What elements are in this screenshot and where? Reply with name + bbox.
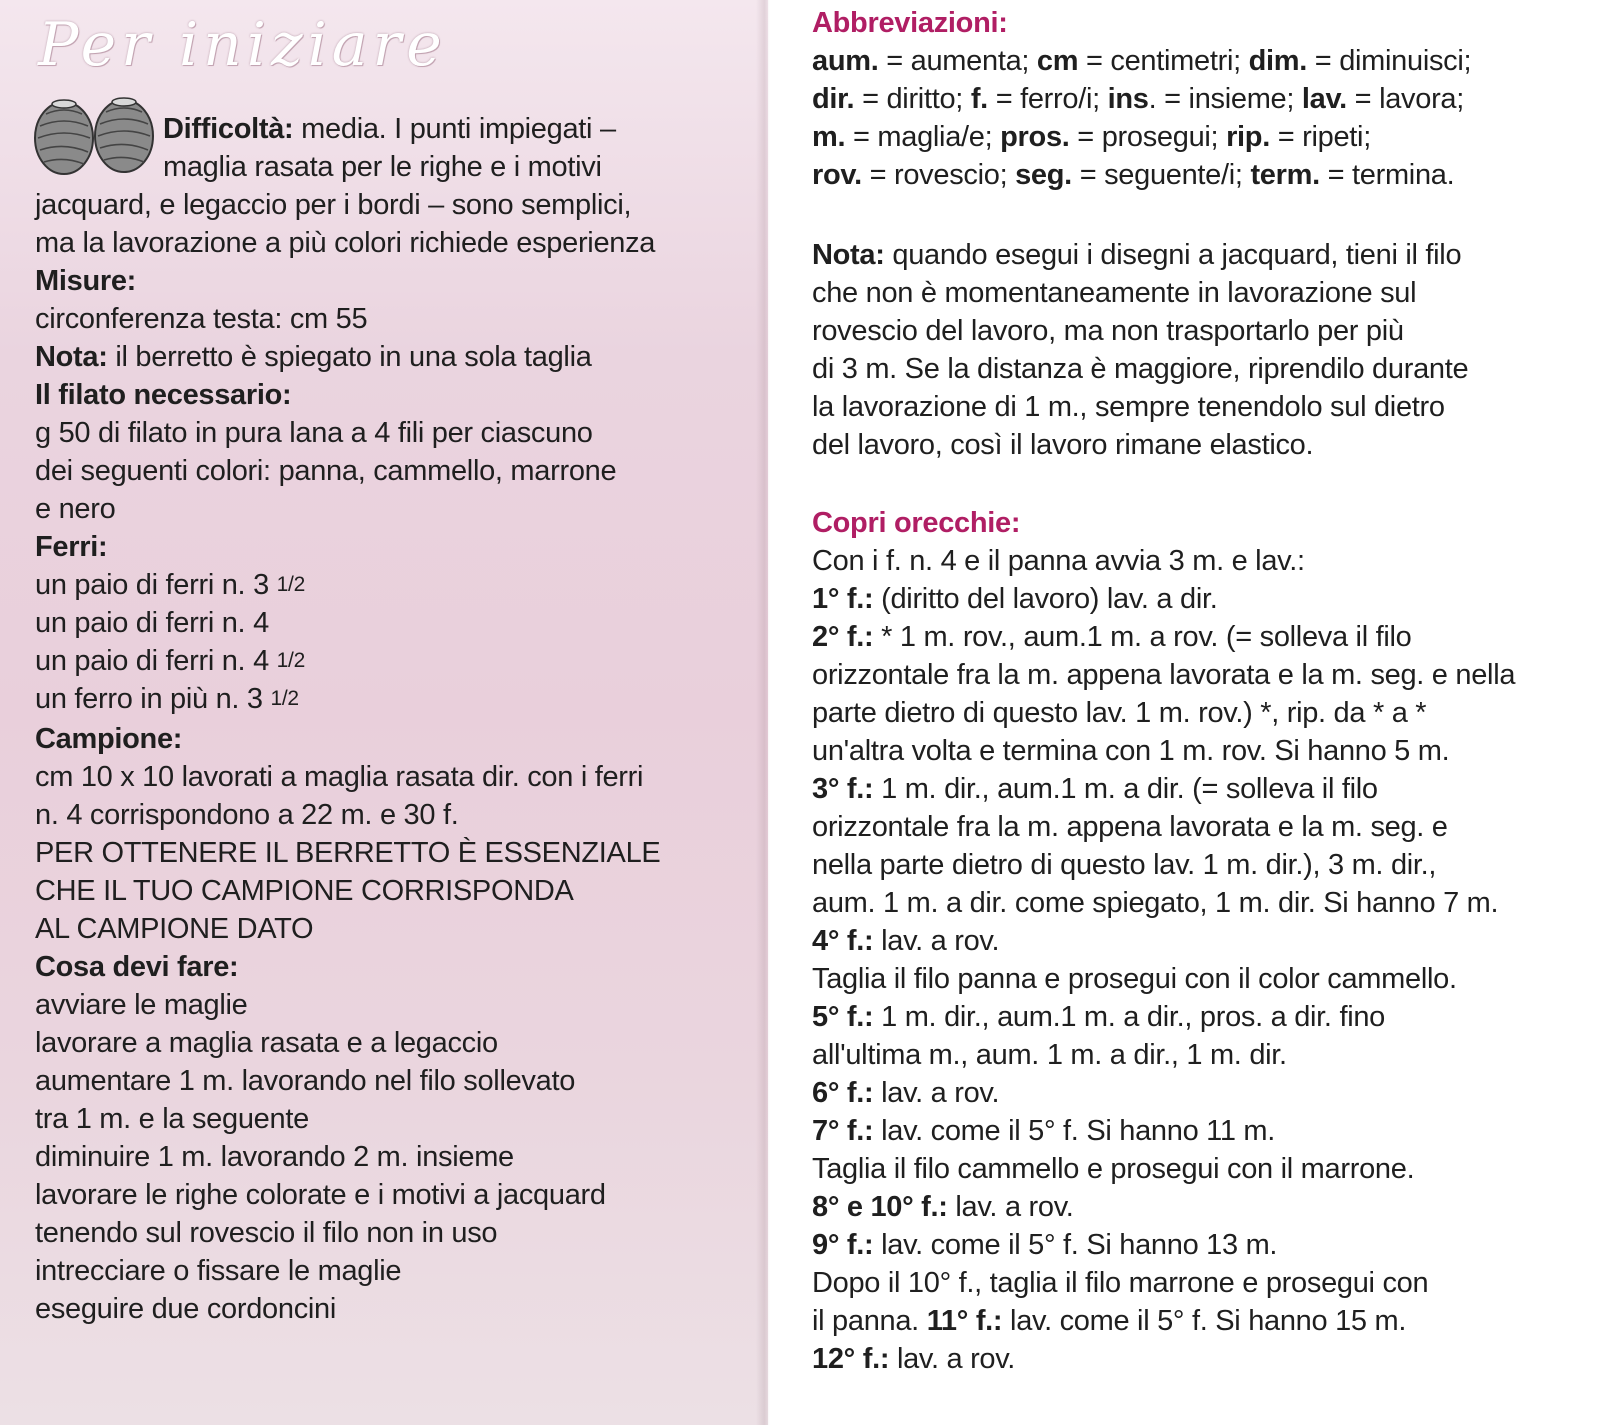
abbr-term: lav. — [1301, 83, 1347, 115]
row-2-cont-1: orizzontale fra la m. appena lavorata e la m. seg. e nella — [812, 659, 1516, 691]
campione-text-1: cm 10 x 10 lavorati a maglia rasata dir. con i ferri — [35, 761, 644, 793]
ferri-text-4: un ferro in più n. 3 — [35, 683, 271, 715]
row-label: 5° f.: — [812, 1001, 874, 1033]
ferri-fraction-4: 1/2 — [270, 687, 299, 710]
row-label: 8° e 10° f.: — [812, 1191, 948, 1223]
nota-jacquard-text: quando esegui i disegni a jacquard, tieni il filo — [884, 239, 1462, 271]
cosa-text-5: diminuire 1 m. lavorando 2 m. insieme — [35, 1141, 514, 1173]
cut-cammello: Taglia il filo cammello e prosegui con il marrone. — [812, 1153, 1415, 1185]
abbr-def: = maglia/e; — [845, 121, 1001, 153]
abbr-def: = ferro/i; — [987, 83, 1108, 115]
campione-text-2: n. 4 corrispondono a 22 m. e 30 f. — [35, 799, 459, 831]
abbr-term: cm — [1036, 45, 1079, 77]
row-text: 1 m. dir., aum.1 m. a dir., pros. a dir. fino — [873, 1001, 1386, 1033]
ferri-fraction-1: 1/2 — [276, 573, 305, 596]
abbr-term: rov. — [812, 159, 862, 191]
ferri-line-4 — [35, 680, 299, 718]
filato-text-1: g 50 di filato in pura lana a 4 fili per ciascuno — [35, 417, 593, 449]
row-text: lav. a rov. — [947, 1191, 1074, 1223]
difficulty-label: Difficoltà: — [163, 113, 294, 145]
row-label: 3° f.: — [812, 773, 874, 805]
row-4 — [812, 922, 999, 960]
cosa-text-2: lavorare a maglia rasata e a legaccio — [35, 1027, 498, 1059]
filato-text-2: dei seguenti colori: panna, cammello, marrone — [35, 455, 617, 487]
abbr-def: = diminuisci; — [1307, 45, 1472, 77]
ferri-line-3 — [35, 642, 305, 680]
abbr-def: . = insieme; — [1148, 83, 1302, 115]
abbr-def: = aumenta; — [878, 45, 1037, 77]
abbr-line-3 — [812, 118, 1371, 156]
cosa-text-9: eseguire due cordoncini — [35, 1293, 337, 1325]
abbr-line-4 — [812, 156, 1454, 194]
row-3-cont-1: orizzontale fra la m. appena lavorata e la m. seg. e — [812, 811, 1448, 843]
after-row-10: Dopo il 10° f., taglia il filo marrone e prosegui con — [812, 1267, 1429, 1299]
abbr-term: aum. — [812, 45, 879, 77]
row-8-10 — [812, 1188, 1074, 1226]
nota-jacquard-line-5: la lavorazione di 1 m., sempre tenendolo sul dietro — [812, 391, 1445, 423]
nota-jacquard-line-3: rovescio del lavoro, ma non trasportarlo per più — [812, 315, 1404, 347]
misure-heading: Misure: — [35, 265, 137, 297]
row-label: 1° f.: — [812, 583, 874, 615]
section-title: Per iniziare — [38, 10, 447, 80]
campione-text-5: AL CAMPIONE DATO — [35, 913, 314, 945]
abbr-term: m. — [812, 121, 846, 153]
row-label: 11° f.: — [926, 1305, 1003, 1337]
row-text: lav. come il 5° f. Si hanno 15 m. — [1002, 1305, 1407, 1337]
cosa-text-8: intrecciare o fissare le maglie — [35, 1255, 402, 1287]
abbr-term: dim. — [1248, 45, 1308, 77]
misure-text: circonferenza testa: cm 55 — [35, 303, 368, 335]
filato-heading: Il filato necessario: — [35, 379, 292, 411]
abbreviazioni-heading: Abbreviazioni: — [812, 7, 1008, 39]
row-text: * 1 m. rov., aum.1 m. a rov. (= solleva il filo — [873, 621, 1412, 653]
copri-orecchie-heading: Copri orecchie: — [812, 507, 1021, 539]
abbr-def: = rovescio; — [861, 159, 1016, 191]
row-3 — [812, 770, 1378, 808]
row-2-cont-2: parte dietro di questo lav. 1 m. rov.) *, rip. da * a * — [812, 697, 1427, 729]
row-3-cont-3: aum. 1 m. a dir. come spiegato, 1 m. dir. Si hanno 7 m. — [812, 887, 1499, 919]
abbr-term: seg. — [1015, 159, 1072, 191]
row-label: 4° f.: — [812, 925, 874, 957]
row-3-cont-2: nella parte dietro di questo lav. 1 m. dir.), 3 m. dir., — [812, 849, 1437, 881]
abbr-term: term. — [1250, 159, 1320, 191]
abbr-def: = centimetri; — [1078, 45, 1249, 77]
row-text: lav. a rov. — [873, 925, 1000, 957]
row-2 — [812, 618, 1411, 656]
ferri-text-3: un paio di ferri n. 4 — [35, 645, 277, 677]
row-1 — [812, 580, 1218, 618]
cosa-heading: Cosa devi fare: — [35, 951, 239, 983]
page-fold — [756, 0, 770, 1425]
row-5-cont: all'ultima m., aum. 1 m. a dir., 1 m. dir. — [812, 1039, 1287, 1071]
row-9 — [812, 1226, 1277, 1264]
ferri-fraction-3: 1/2 — [276, 649, 305, 672]
campione-heading: Campione: — [35, 723, 183, 755]
nota-jacquard-line-2: che non è momentaneamente in lavorazione sul — [812, 277, 1417, 309]
row-label: 2° f.: — [812, 621, 874, 653]
filato-text-3: e nero — [35, 493, 116, 525]
row-text: lav. come il 5° f. Si hanno 13 m. — [873, 1229, 1278, 1261]
difficulty-line — [163, 110, 616, 148]
nota-text: il berretto è spiegato in una sola taglia — [107, 341, 592, 373]
copri-intro: Con i f. n. 4 e il panna avvia 3 m. e lav.: — [812, 545, 1305, 577]
row-11-prefix: il panna. — [812, 1305, 927, 1337]
cut-panna: Taglia il filo panna e prosegui con il color cammello. — [812, 963, 1457, 995]
nota-jacquard-line-4: di 3 m. Se la distanza è maggiore, riprendilo durante — [812, 353, 1469, 385]
abbr-def: = prosegui; — [1069, 121, 1227, 153]
row-label: 9° f.: — [812, 1229, 874, 1261]
yarn-balls-icon — [32, 96, 158, 178]
ferri-text-2: un paio di ferri n. 4 — [35, 607, 269, 639]
nota-jacquard-line-6: del lavoro, così il lavoro rimane elastico. — [812, 429, 1314, 461]
row-2-cont-3: un'altra volta e termina con 1 m. rov. Si hanno 5 m. — [812, 735, 1450, 767]
difficulty-text-2: maglia rasata per le righe e i motivi — [163, 151, 602, 183]
row-text: 1 m. dir., aum.1 m. a dir. (= solleva il filo — [873, 773, 1378, 805]
row-label: 12° f.: — [812, 1343, 890, 1375]
abbr-line-2 — [812, 80, 1464, 118]
row-12 — [812, 1340, 1015, 1378]
difficulty-text-4: ma la lavorazione a più colori richiede esperienza — [35, 227, 656, 259]
row-text: lav. a rov. — [873, 1077, 1000, 1109]
abbr-def: = ripeti; — [1269, 121, 1371, 153]
nota-line — [35, 338, 592, 376]
cosa-text-3: aumentare 1 m. lavorando nel filo sollevato — [35, 1065, 576, 1097]
abbr-term: pros. — [1000, 121, 1070, 153]
row-11 — [812, 1302, 1406, 1340]
abbr-line-1 — [812, 42, 1471, 80]
campione-text-4: CHE IL TUO CAMPIONE CORRISPONDA — [35, 875, 574, 907]
abbr-def: = termina. — [1319, 159, 1455, 191]
abbr-term: ins — [1107, 83, 1149, 115]
ferri-heading: Ferri: — [35, 531, 108, 563]
cosa-text-7: tenendo sul rovescio il filo non in uso — [35, 1217, 498, 1249]
campione-text-3: PER OTTENERE IL BERRETTO È ESSENZIALE — [35, 837, 661, 869]
row-label: 7° f.: — [812, 1115, 874, 1147]
nota-jacquard-line-1 — [812, 236, 1461, 274]
row-text: lav. come il 5° f. Si hanno 11 m. — [873, 1115, 1276, 1147]
nota-jacquard-label: Nota: — [812, 239, 885, 271]
ferri-text-1: un paio di ferri n. 3 — [35, 569, 277, 601]
abbr-def: = seguente/i; — [1071, 159, 1251, 191]
row-text: (diritto del lavoro) lav. a dir. — [873, 583, 1218, 615]
cosa-text-1: avviare le maglie — [35, 989, 248, 1021]
row-7 — [812, 1112, 1275, 1150]
nota-label: Nota: — [35, 341, 108, 373]
abbr-term: dir. — [812, 83, 855, 115]
difficulty-text: media. I punti impiegati – — [293, 113, 616, 145]
row-text: lav. a rov. — [889, 1343, 1016, 1375]
ferri-line-1 — [35, 566, 305, 604]
row-6 — [812, 1074, 999, 1112]
cosa-text-6: lavorare le righe colorate e i motivi a jacquard — [35, 1179, 606, 1211]
abbr-term: f. — [970, 83, 988, 115]
row-5 — [812, 998, 1385, 1036]
abbr-def: = diritto; — [854, 83, 971, 115]
abbr-term: rip. — [1226, 121, 1270, 153]
row-label: 6° f.: — [812, 1077, 874, 1109]
abbr-def: = lavora; — [1346, 83, 1465, 115]
cosa-text-4: tra 1 m. e la seguente — [35, 1103, 309, 1135]
difficulty-text-3: jacquard, e legaccio per i bordi – sono semplici, — [35, 189, 632, 221]
